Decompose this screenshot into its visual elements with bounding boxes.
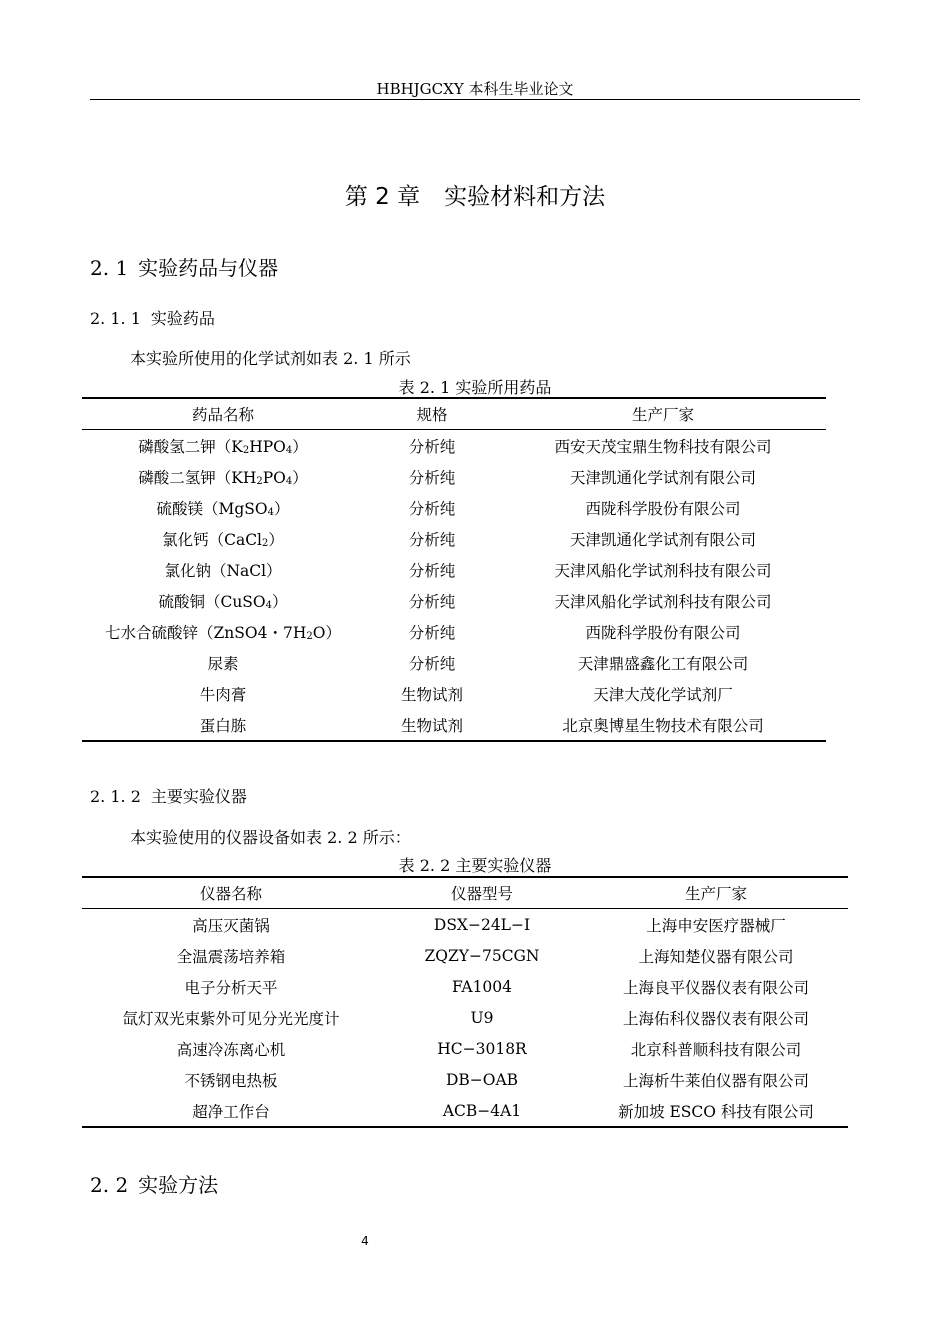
instrument-name-cell: 电子分析天平 <box>184 978 278 997</box>
model-cell: HC−3018R <box>437 1039 527 1058</box>
instrument-name-cell: 氙灯双光束紫外可见分光光度计 <box>122 1009 340 1028</box>
formula-subscript: 4 <box>285 475 293 487</box>
reagent-name-text: 牛肉膏 <box>199 685 247 704</box>
manufacturer-cell: 北京奥博星生物技术有限公司 <box>562 716 764 735</box>
manufacturer-cell: 天津凯通化学试剂有限公司 <box>569 468 756 487</box>
instrument-name-cell: 高速冷冻离心机 <box>176 1040 286 1059</box>
header-rule <box>90 99 860 100</box>
reagent-name-text: 氯化钙（CaCl <box>162 530 263 549</box>
reagent-name-text: ） <box>268 530 284 549</box>
grade-cell: 分析纯 <box>408 530 456 549</box>
section-title: 实验药品与仪器 <box>138 256 279 280</box>
table-caption-2-2: 表 2. 2 主要实验仪器 <box>398 856 552 875</box>
manufacturer-cell: 上海知楚仪器有限公司 <box>638 947 794 966</box>
table-row <box>82 909 848 941</box>
reagent-name-cell <box>82 678 364 709</box>
table-row <box>82 1095 848 1127</box>
manufacturer-cell: 西陇科学股份有限公司 <box>585 623 741 642</box>
grade-cell: 分析纯 <box>408 592 456 611</box>
formula-subscript: 4 <box>267 506 274 518</box>
formula-subscript: 2 <box>306 630 313 642</box>
reagent-name-cell <box>82 709 364 741</box>
model-cell: ZQZY−75CGN <box>424 946 540 965</box>
formula-subscript: 4 <box>285 444 293 456</box>
reagent-name-cell <box>82 492 364 523</box>
table-header-row <box>82 877 848 909</box>
reagent-name-text: 磷酸二氢钾（KH <box>138 468 257 487</box>
reagent-name-text: ） <box>292 468 308 487</box>
grade-cell: 生物试剂 <box>400 716 463 735</box>
table-row <box>82 1033 848 1064</box>
grade-cell: 分析纯 <box>408 561 456 580</box>
table-row <box>82 461 826 492</box>
manufacturer-cell: 天津凯通化学试剂有限公司 <box>569 530 756 549</box>
manufacturer-cell: 天津鼎盛鑫化工有限公司 <box>577 654 749 673</box>
section-title: 实验药品 <box>150 309 215 328</box>
instruments-table <box>82 876 848 1128</box>
table-row <box>82 971 848 1002</box>
reagent-name-text: 七水合硫酸锌（ZnSO4・7H <box>105 623 307 642</box>
reagent-name-cell <box>82 523 364 554</box>
table-row <box>82 554 826 585</box>
reagent-name-text: 蛋白胨 <box>199 716 247 735</box>
model-cell: FA1004 <box>451 977 513 996</box>
section-title: 主要实验仪器 <box>150 787 247 806</box>
reagent-name-text: 磷酸氢二钾（K <box>138 437 243 456</box>
intro-paragraph-table-2-2: 本实验使用的仪器设备如表 2. 2 所示： <box>130 828 411 847</box>
reagent-name-cell <box>82 554 364 585</box>
manufacturer-cell: 天津风船化学试剂科技有限公司 <box>554 561 772 580</box>
table-row <box>82 709 826 741</box>
formula-subscript: 2 <box>256 475 263 487</box>
reagent-name-text: PO <box>262 468 286 487</box>
column-header: 仪器型号 <box>380 877 584 909</box>
instrument-name-cell: 不锈钢电热板 <box>184 1071 278 1090</box>
grade-cell: 分析纯 <box>408 499 456 518</box>
reagent-name-text: HPO <box>249 437 286 456</box>
manufacturer-cell: 西安天茂宝鼎生物科技有限公司 <box>554 437 772 456</box>
reagent-name-cell <box>82 585 364 616</box>
column-header: 生产厂家 <box>584 877 848 909</box>
column-header: 生产厂家 <box>500 398 826 430</box>
reagent-name-text: ） <box>272 592 288 611</box>
table-row <box>82 940 848 971</box>
chapter-label: 第 2 章 <box>344 184 421 210</box>
manufacturer-cell: 上海析牛莱伯仪器有限公司 <box>622 1071 809 1090</box>
intro-paragraph-table-2-1: 本实验所使用的化学试剂如表 2. 1 所示 <box>130 349 411 368</box>
grade-cell: 生物试剂 <box>400 685 463 704</box>
model-cell: U9 <box>470 1008 494 1027</box>
grade-cell: 分析纯 <box>408 468 456 487</box>
column-header: 仪器名称 <box>82 877 380 909</box>
manufacturer-cell: 上海良平仪器仪表有限公司 <box>622 978 809 997</box>
manufacturer-cell: 上海申安医疗器械厂 <box>646 916 786 935</box>
section-heading-2-1-1 <box>90 306 215 329</box>
table-row <box>82 492 826 523</box>
section-heading-2-2 <box>90 1169 218 1198</box>
table-row <box>82 678 826 709</box>
model-cell: DB−OAB <box>445 1070 519 1089</box>
section-number: 2. 1. 2 <box>90 787 141 806</box>
manufacturer-cell: 北京科普顺科技有限公司 <box>630 1040 802 1059</box>
chapter-title <box>0 178 950 211</box>
table-row <box>82 585 826 616</box>
formula-subscript: 2 <box>262 537 269 549</box>
section-heading-2-1 <box>90 252 278 281</box>
section-heading-2-1-2 <box>90 784 247 807</box>
table-row <box>82 430 826 462</box>
formula-subscript: 2 <box>242 444 250 456</box>
table-row <box>82 1064 848 1095</box>
reagents-table <box>82 397 826 742</box>
reagent-name-text: 氯化钠（NaCl） <box>164 561 282 580</box>
instrument-name-cell: 高压灭菌锅 <box>192 916 270 935</box>
reagent-name-cell <box>82 616 364 647</box>
instrument-name-cell: 超净工作台 <box>192 1102 270 1121</box>
page-number: 4 <box>361 1234 369 1248</box>
chapter-name: 实验材料和方法 <box>444 184 606 210</box>
table-row <box>82 523 826 554</box>
table-header-row <box>82 398 826 430</box>
reagent-name-text: 尿素 <box>207 654 239 673</box>
reagent-name-cell <box>82 461 364 492</box>
reagent-name-text: ） <box>292 437 308 456</box>
reagent-name-text: 硫酸铜（CuSO <box>158 592 266 611</box>
manufacturer-cell: 上海佑科仪器仪表有限公司 <box>622 1009 809 1028</box>
manufacturer-cell: 天津大茂化学试剂厂 <box>593 685 733 704</box>
reagent-name-text: 硫酸镁（MgSO <box>156 499 268 518</box>
grade-cell: 分析纯 <box>408 623 456 642</box>
manufacturer-cell: 新加坡 ESCO 科技有限公司 <box>618 1102 814 1121</box>
section-number: 2. 1. 1 <box>90 309 141 328</box>
reagent-name-text: ） <box>273 499 290 518</box>
section-number: 2. 1 <box>90 256 129 280</box>
table-row <box>82 616 826 647</box>
reagent-name-text: O） <box>312 623 341 642</box>
grade-cell: 分析纯 <box>408 654 456 673</box>
grade-cell: 分析纯 <box>408 437 456 456</box>
manufacturer-cell: 天津风船化学试剂科技有限公司 <box>554 592 772 611</box>
manufacturer-cell: 西陇科学股份有限公司 <box>585 499 741 518</box>
running-header: HBHJGCXY 本科生毕业论文 <box>376 80 574 98</box>
reagent-name-cell <box>82 647 364 678</box>
formula-subscript: 4 <box>265 599 273 611</box>
section-title: 实验方法 <box>138 1173 219 1197</box>
table-row <box>82 647 826 678</box>
reagent-name-cell <box>82 430 364 462</box>
table-row <box>82 1002 848 1033</box>
section-number: 2. 2 <box>90 1173 129 1197</box>
model-cell: DSX−24L−I <box>433 915 531 934</box>
table-caption-2-1: 表 2. 1 实验所用药品 <box>398 378 552 397</box>
column-header: 规格 <box>364 398 500 430</box>
column-header: 药品名称 <box>82 398 364 430</box>
instrument-name-cell: 全温震荡培养箱 <box>176 947 286 966</box>
model-cell: ACB−4A1 <box>442 1101 522 1120</box>
